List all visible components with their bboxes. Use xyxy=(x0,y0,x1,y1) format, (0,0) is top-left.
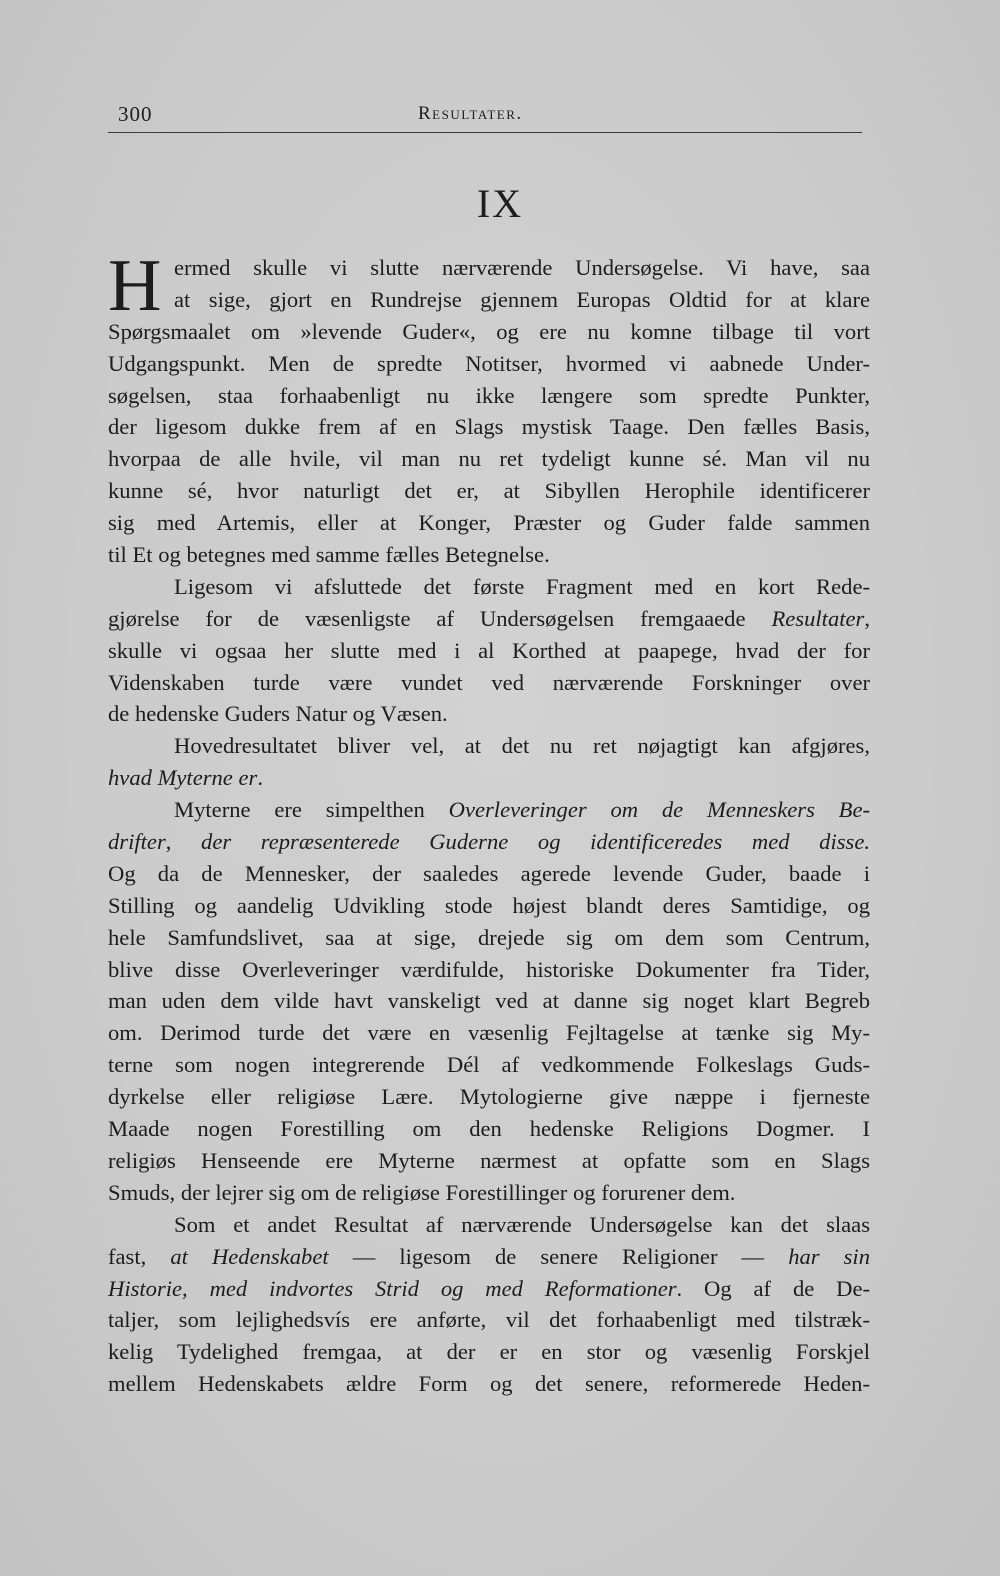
page-number: 300 xyxy=(118,102,153,126)
text-line xyxy=(108,794,870,826)
italic-text: der repræsenterede Guderne og identificeredes med disse. xyxy=(201,829,870,855)
text-line: Og da de Mennesker, der saaledes agerede levende Guder, baade i xyxy=(108,860,870,886)
page-header xyxy=(108,102,862,133)
text-line: kelig Tydelighed fremgaa, at der er en stor og væsenlig Forskjel xyxy=(108,1339,870,1365)
text-line: Ligesom vi afsluttede det første Fragment med en kort Rede- xyxy=(174,573,870,599)
text-span: — ligesom de senere Religioner — xyxy=(328,1243,789,1269)
text-line: Hovedresultatet bliver vel, at det nu ret nøjagtigt kan afgjøres, xyxy=(174,733,870,759)
italic-text: Resultater xyxy=(771,605,865,631)
text-line: til Et og betegnes med samme fælles Betegnelse. xyxy=(108,542,550,568)
text-line: skulle vi ogsaa her slutte med i al Korthed at paapege, hvad der for xyxy=(108,637,870,663)
paragraph-3 xyxy=(108,730,870,794)
paragraph-1 xyxy=(108,245,870,571)
text-span: . xyxy=(257,765,263,791)
text-line: blive disse Overleveringer værdifulde, historiske Dokumenter fra Tider, xyxy=(108,956,870,982)
text-line: der ligesom dukke frem af en Slags mystisk Taage. Den fælles Basis, xyxy=(108,414,870,440)
text-line xyxy=(108,762,870,794)
text-span: fast, xyxy=(108,1243,171,1269)
text-line: Videnskaben turde være vundet ved nærværende Forskninger over xyxy=(108,669,870,695)
italic-text: hvad Myterne er xyxy=(108,765,258,791)
text-line: mellem Hedenskabets ældre Form og det senere, reformerede Heden- xyxy=(108,1371,870,1397)
text-line xyxy=(108,603,870,635)
text-line: dyrkelse eller religiøse Lære. Mytologierne give næppe i fjerneste xyxy=(108,1084,870,1110)
chapter-heading: IX xyxy=(476,181,524,226)
text-span: . Og af de De- xyxy=(676,1275,870,1301)
text-line: Udgangspunkt. Men de spredte Notitser, hvormed vi aabnede Under- xyxy=(108,350,870,376)
text-line: Maade nogen Forestilling om den hedenske Religions Dogmer. I xyxy=(108,1116,870,1142)
text-line: hele Samfundslivet, saa at sige, drejede sig om dem som Centrum, xyxy=(108,924,870,950)
text-line xyxy=(108,1273,870,1305)
text-line: at sige, gjort en Rundrejse gjennem Europas Oldtid for at klare xyxy=(174,286,870,312)
text-line: Spørgsmaalet om »levende Guder«, og ere nu komne tilbage til vort xyxy=(108,318,870,344)
text-line: de hedenske Guders Natur og Væsen. xyxy=(108,701,448,727)
text-line xyxy=(108,826,870,858)
text-span: , xyxy=(864,605,870,631)
drop-cap: H xyxy=(108,245,162,327)
body-text xyxy=(108,245,870,1400)
text-line: Stilling og aandelig Udvikling stode højest blandt deres Samtidige, og xyxy=(108,892,870,918)
text-span: Myterne ere simpelthen xyxy=(174,797,449,823)
text-line: om. Derimod turde det være en væsenlig Fejltagelse at tænke sig My- xyxy=(108,1020,870,1046)
italic-text: har sin xyxy=(788,1243,870,1269)
text-line: man uden dem vilde havt vanskeligt ved at danne sig noget klart Begreb xyxy=(108,988,870,1014)
text-line: terne som nogen integrerende Dél af vedkommende Folkeslags Guds- xyxy=(108,1052,870,1078)
text-line: sig med Artemis, eller at Konger, Præster og Guder falde sammen xyxy=(108,510,870,536)
italic-text: Overleveringer om de Menneskers Be- xyxy=(448,797,870,823)
text-line: Smuds, der lejrer sig om de religiøse Forestillinger og forurener dem. xyxy=(108,1179,736,1205)
paragraph-2 xyxy=(108,571,870,730)
text-line: kunne sé, hvor naturligt det er, at Sibyllen Herophile identificerer xyxy=(108,478,870,504)
running-head: Resultater. xyxy=(418,103,523,124)
text-line: religiøs Henseende ere Myterne nærmest at opfatte som en Slags xyxy=(108,1147,870,1173)
italic-text: drifter xyxy=(108,829,166,855)
text-line xyxy=(108,1241,870,1273)
text-line: ermed skulle vi slutte nærværende Undersøgelse. Vi have, saa xyxy=(174,255,870,280)
paragraph-5 xyxy=(108,1209,870,1400)
text-span: , xyxy=(165,829,202,855)
italic-text: at Hedenskabet xyxy=(170,1243,329,1269)
text-line: Som et andet Resultat af nærværende Undersøgelse kan det slaas xyxy=(174,1211,870,1237)
text-line: søgelsen, staa forhaabenligt nu ikke længere som spredte Punkter, xyxy=(108,382,870,408)
text-span: gjørelse for de væsenligste af Undersøgelsen fremgaaede xyxy=(108,605,772,631)
text-line: hvorpaa de alle hvile, vil man nu ret tydeligt kunne sé. Man vil nu xyxy=(108,446,870,472)
italic-text: Historie, med indvortes Strid og med Reformationer xyxy=(108,1275,677,1301)
paragraph-4 xyxy=(108,794,870,1209)
text-line: taljer, som lejlighedsvís ere anførte, vil det forhaabenligt med tilstræk- xyxy=(108,1307,870,1333)
